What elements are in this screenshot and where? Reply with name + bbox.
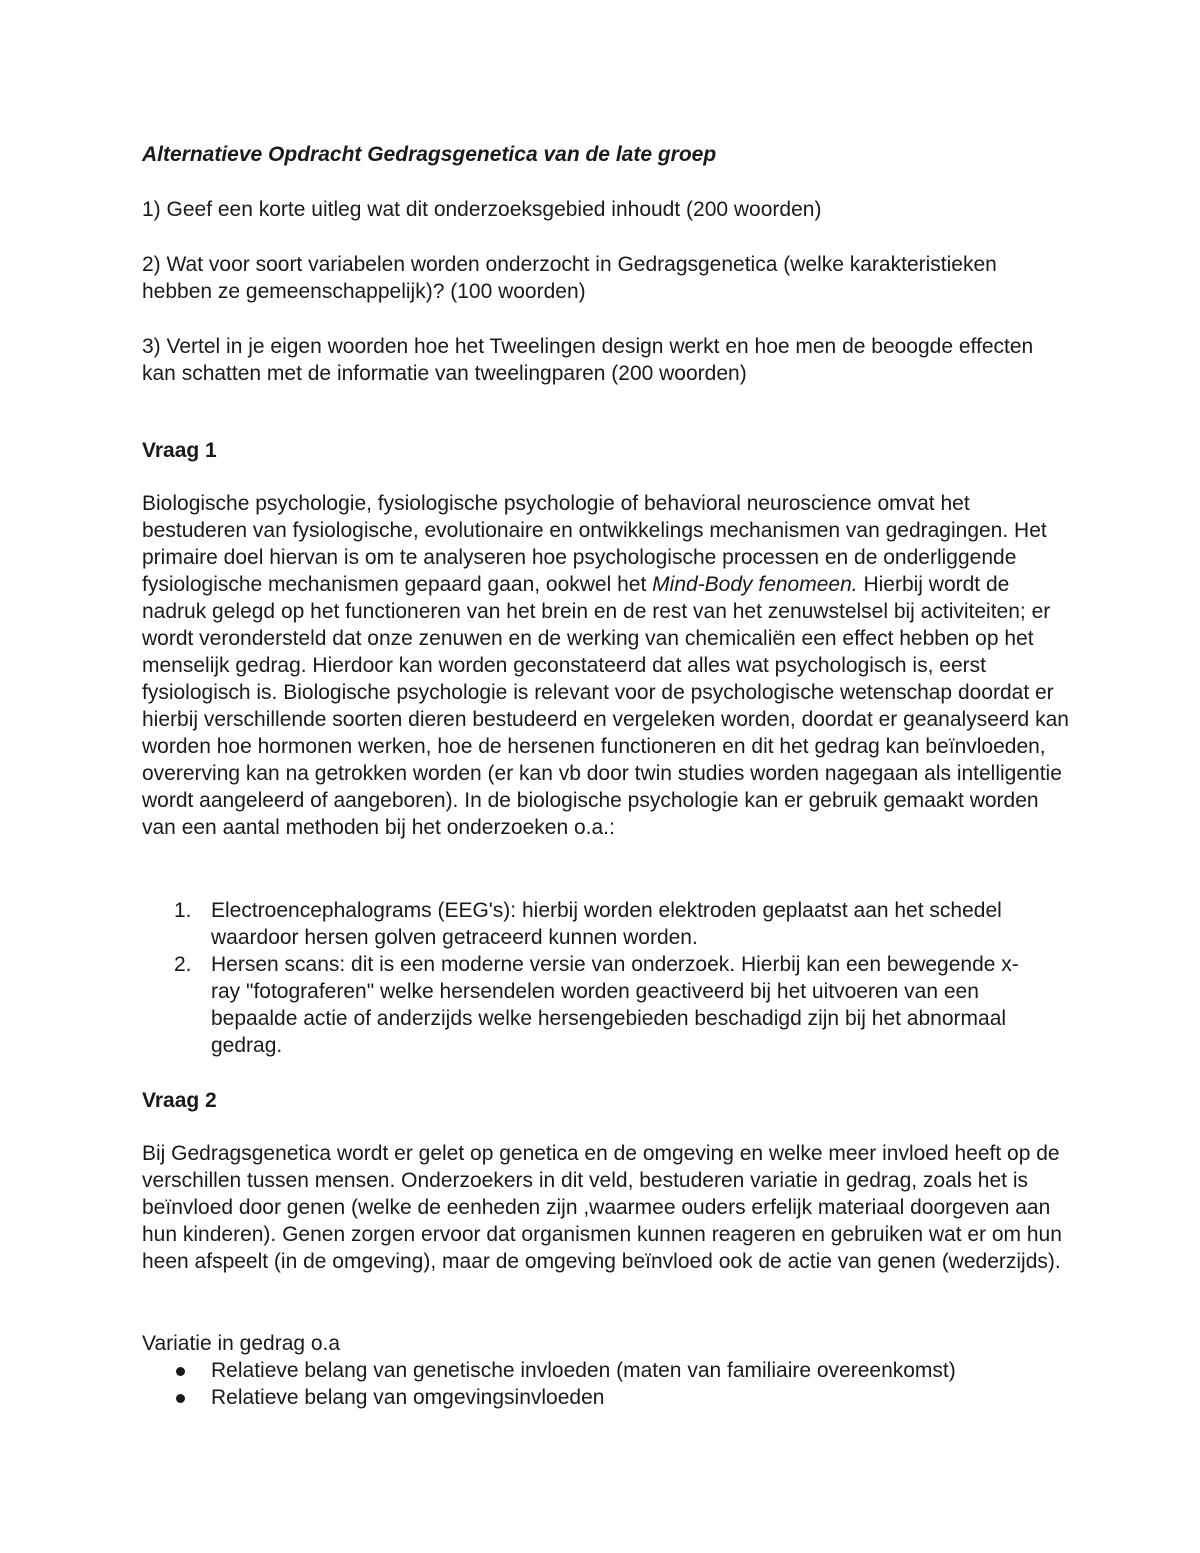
vraag-1-paragraph (142, 490, 1072, 841)
mind-body-term: Mind-Body fenomeen. (652, 573, 858, 596)
list-item-text: Hersen scans: dit is een moderne versie van onderzoek. Hierbij kan een bewegende x-ray "fotograferen" welke hersendelen worden geactiveerd bij het uitvoeren van een bepaalde actie of anderzijds welke hersengebieden beschadigd zijn bij het abnormaal gedrag. (211, 953, 1019, 1057)
list-item-text: Electroencephalograms (EEG's): hierbij worden elektroden geplaatst aan het schedel waardoor hersen golven getraceerd kunnen worden. (211, 899, 1002, 949)
question-2: 2) Wat voor soort variabelen worden onderzocht in Gedragsgenetica (welke karakteristieken hebben ze gemeenschappelijk)? (100 woorden) (142, 253, 997, 303)
list-item (142, 1384, 1042, 1411)
question-1: 1) Geef een korte uitleg wat dit onderzoeksgebied inhoudt (200 woorden) (142, 198, 822, 221)
list-item-text: Relatieve belang van omgevingsinvloeden (211, 1386, 605, 1409)
bullet-icon (176, 1394, 185, 1403)
list-item-text: Relatieve belang van genetische invloeden (maten van familiaire overeenkomst) (211, 1359, 956, 1382)
list-item (142, 897, 1022, 951)
variation-label: Variatie in gedrag o.a (142, 1332, 341, 1355)
methods-list (142, 897, 1022, 1059)
list-number: 2. (174, 953, 192, 976)
document-title: Alternatieve Opdracht Gedragsgenetica van de late groep (142, 143, 717, 166)
vraag-1-heading: Vraag 1 (142, 439, 217, 462)
vraag-1-text-end: Hierbij wordt de nadruk gelegd op het functioneren van het brein en de rest van het zenuwstelsel bij activiteiten; er wordt verondersteld dat onze zenuwen en de werking van chemicaliën een effect hebben op het menselijk gedrag. Hierdoor kan worden geconstateerd dat alles wat psychologisch is, eerst fysiologisch is. Biologische psychologie is relevant voor de psychologische wetenschap doordat er hierbij verschillende soorten dieren bestudeerd en vergeleken worden, doordat er geanalyseerd kan worden hoe hormonen werken, hoe de hersenen functioneren en dit het gedrag kan beïnvloeden, overerving kan na getrokken worden (er kan vb door twin studies worden nagegaan als intelligentie wordt aangeleerd of aangeboren). In de biologische psychologie kan er gebruik gemaakt worden van een aantal methoden bij het onderzoeken o.a.: (142, 573, 1069, 839)
list-item (142, 951, 1022, 1059)
variation-list (142, 1357, 1042, 1411)
list-number: 1. (174, 899, 192, 922)
question-3: 3) Vertel in je eigen woorden hoe het Tweelingen design werkt en hoe men de beoogde effecten kan schatten met de informatie van tweelingparen (200 woorden) (142, 335, 1034, 385)
list-item (142, 1357, 1042, 1384)
vraag-2-paragraph: Bij Gedragsgenetica wordt er gelet op genetica en de omgeving en welke meer invloed heeft op de verschillen tussen mensen. Onderzoekers in dit veld, bestuderen variatie in gedrag, zoals het is beïnvloed door genen (welke de eenheden zijn ,waarmee ouders erfelijk materiaal doorgeven aan hun kinderen). Genen zorgen ervoor dat organismen kunnen reageren en gebruiken wat er om hun heen afspeelt (in de omgeving), maar de omgeving beïnvloed ook de actie van genen (wederzijds). (142, 1142, 1062, 1273)
bullet-icon (176, 1367, 185, 1376)
vraag-2-heading: Vraag 2 (142, 1089, 217, 1112)
vraag-1-text-start: Biologische psychologie, fysiologische psychologie of behavioral neuroscience omvat het bestuderen van fysiologische, evolutionaire en ontwikkelings mechanismen van gedragingen. Het primaire doel hiervan is om te analyseren hoe psychologische processen en de onderliggende fysiologische mechanismen gepaard gaan, ookwel het (142, 492, 1047, 596)
